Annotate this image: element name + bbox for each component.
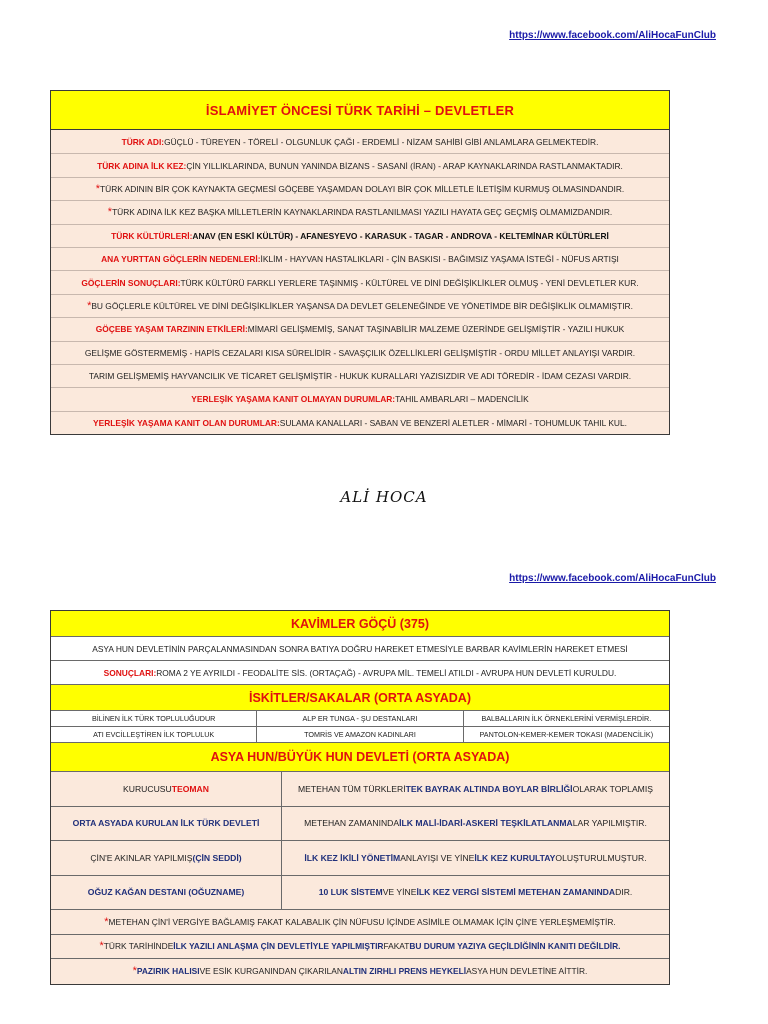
row-label: TÜRK KÜLTÜRLERİ:	[111, 230, 193, 241]
plain-text: FAKAT	[383, 941, 410, 952]
table-row	[51, 200, 669, 223]
hun-row	[51, 876, 669, 911]
facebook-link-mid[interactable]: https://www.facebook.com/AliHocaFunClub	[509, 573, 716, 584]
row-text: TARIM GELİŞMEMİŞ HAYVANCILIK VE TİCARET GELİŞMİŞTİR - HUKUK KURALLARI YAZISIZDIR VE ADI TÖREDİR - İDAM CEZASI VARDIR.	[88, 371, 632, 382]
section-title-asya-hun: ASYA HUN/BÜYÜK HUN DEVLETİ (ORTA ASYADA)	[51, 743, 669, 772]
highlight-text: İLK KEZ KURULTAY	[474, 852, 556, 863]
bullet-star: *	[132, 965, 137, 978]
highlight-text: 10 LUK SİSTEM	[318, 887, 383, 898]
section-title-iskitler: İSKİTLER/SAKALAR (ORTA ASYADA)	[51, 685, 669, 711]
highlight-text: İLK YAZILI ANLAŞMA ÇİN DEVLETİYLE YAPILMIŞTIR	[173, 941, 384, 952]
results-text: ROMA 2 YE AYRILDI - FEODALİTE SİS. (ORTAÇAĞ) - AVRUPA MİL. TEMELİ ATILDI - AVRUPA HUN DEVLETİ KURULDU.	[156, 667, 617, 678]
hun-cell-right	[282, 841, 669, 875]
plain-text: METEHAN ÇİN'İ VERGİYE BAĞLAMIŞ FAKAT KALABALIK ÇİN NÜFUSU İÇİNDE ASİMİLE OLMAMAK İÇİN ÇİN'E YERLEŞMEMİŞTİR.	[108, 916, 616, 927]
row-text: TAHIL AMBARLARI – MADENCİLİK	[395, 394, 529, 405]
grid-cell: TOMRİS VE AMAZON KADINLARI	[257, 727, 463, 742]
table-row	[51, 177, 669, 200]
facebook-link-top[interactable]: https://www.facebook.com/AliHocaFunClub	[509, 30, 716, 41]
table-row	[51, 270, 669, 293]
table-kavimler-gocu	[50, 610, 670, 985]
highlight-text: İLK KEZ VERGİ SİSTEMİ METEHAN ZAMANINDA	[416, 887, 616, 898]
table-row	[51, 224, 669, 247]
row-text: MİMARİ GELİŞMEMİŞ, SANAT TAŞINABİLİR MALZEME ÜZERİNDE GELİŞMİŞTİR - YAZILI HUKUK	[247, 324, 625, 335]
grid-row	[51, 727, 669, 743]
table-islamiyet-oncesi	[50, 90, 670, 435]
row-text: BU GÖÇLERLE KÜLTÜREL VE DİNİ DEĞİŞİKLİKLER YAŞANSA DA DEVLET GELENEĞİNDE VE YÖNETİMDE BİR DEĞİŞİKLİK OLMAMIŞTIR.	[91, 300, 633, 311]
grid-cell: BİLİNEN İLK TÜRK TOPLULUĞUDUR	[51, 711, 257, 726]
table-row	[51, 247, 669, 270]
row-label: ANA YURTTAN GÖÇLERİN NEDENLERİ:	[101, 254, 261, 265]
hun-cell-right	[282, 807, 669, 841]
row-label: YERLEŞİK YAŞAMA KANIT OLMAYAN DURUMLAR:	[191, 394, 396, 405]
row-label: TÜRK ADINA İLK KEZ:	[97, 160, 187, 171]
row-text: TÜRK KÜLTÜRÜ FARKLI YERLERE TAŞINMIŞ - KÜLTÜREL VE DİNİ DEĞİŞİKLİKLER OLMUŞ - YENİ DEVLETLER KUR.	[180, 277, 639, 288]
table-row	[51, 341, 669, 364]
hun-row	[51, 841, 669, 876]
plain-text: METEHAN ZAMANINDA	[304, 818, 400, 829]
row-text: TÜRK ADINA İLK KEZ BAŞKA MİLLETLERİN KAYNAKLARINDA RASTLANILMASI YAZILI HAYATA GEÇ GEÇMİŞ OLMAMIZDANDIR.	[112, 207, 613, 218]
hun-cell-left	[51, 772, 282, 806]
plain-text: DIR.	[615, 887, 633, 898]
row-bold-text: ANAV (EN ESKİ KÜLTÜR) - AFANESYEVO - KARASUK - TAGAR - ANDROVA - KELTEMİNAR KÜLTÜRLERİ	[192, 230, 609, 241]
hun-row	[51, 807, 669, 842]
table-row	[51, 364, 669, 387]
table-row	[51, 387, 669, 410]
table-title: İSLAMİYET ÖNCESİ TÜRK TARİHİ – DEVLETLER	[51, 91, 669, 130]
bullet-star: *	[95, 182, 101, 195]
row-text: ÇİN YILLIKLARINDA, BUNUN YANINDA BİZANS - SASANİ (İRAN) - ARAP KAYNAKLARINDA RASTLANMAKTADIR.	[186, 160, 623, 171]
hun-cell-left	[51, 876, 282, 910]
row-text: İKLİM - HAYVAN HASTALIKLARI - ÇİN BASKISI - BAĞIMSIZ YAŞAMA İSTEĞİ - NÜFUS ARTIŞI	[260, 254, 619, 265]
note-row	[51, 959, 669, 984]
highlight-text: PAZIRIK HALISI	[136, 966, 200, 977]
plain-text: ASYA HUN DEVLETİNE AİTTİR.	[466, 966, 588, 977]
plain-text: METEHAN TÜM TÜRKLERİ	[298, 783, 406, 794]
table-row	[51, 130, 669, 153]
left-highlight: ORTA ASYADA KURULAN İLK TÜRK DEVLETİ	[72, 818, 260, 829]
hun-cell-right	[282, 772, 669, 806]
highlight-text: ALTIN ZIRHLI PRENS HEYKELİ	[342, 966, 467, 977]
signature-ali-hoca: ALİ HOCA	[340, 488, 428, 506]
plain-text: VE ESİK KURGANINDAN ÇIKARILAN	[199, 966, 343, 977]
grid-cell: ATI EVCİLLEŞTİREN İLK TOPLULUK	[51, 727, 257, 742]
hun-cell-left	[51, 841, 282, 875]
grid-row	[51, 711, 669, 727]
highlight-text: TEK BAYRAK ALTINDA BOYLAR BİRLİĞİ	[405, 783, 573, 794]
row-label: TÜRK ADI:	[121, 136, 165, 147]
plain-text: VE YİNE	[382, 887, 417, 898]
bullet-star: *	[99, 940, 104, 953]
bullet-star: *	[87, 299, 92, 312]
plain-text: ANLAYIŞI VE YİNE	[400, 852, 475, 863]
bullet-star: *	[104, 915, 109, 928]
grid-cell: BALBALLARIN İLK ÖRNEKLERİNİ VERMİŞLERDİR.	[464, 711, 669, 726]
grid-cell: PANTOLON-KEMER-KEMER TOKASI (MADENCİLİK)	[464, 727, 669, 742]
kavimler-gocu-description: ASYA HUN DEVLETİNİN PARÇALANMASINDAN SONRA BATIYA DOĞRU HAREKET ETMESİYLE BARBAR KAVİMLERİN HAREKET ETMESİ	[51, 637, 669, 661]
note-row	[51, 935, 669, 960]
highlight-text: BU DURUM YAZIYA GEÇİLDİĞİNİN KANITI DEĞİLDİR.	[409, 941, 621, 952]
table-row	[51, 411, 669, 434]
row-label: GÖÇLERİN SONUÇLARI:	[81, 277, 181, 288]
plain-text: OLUŞTURULMUŞTUR.	[555, 852, 647, 863]
left-text: KURUCUSU	[123, 783, 172, 794]
row-text: GELİŞME GÖSTERMEMİŞ - HAPİS CEZALARI KISA SÜRELİDİR - SAVAŞÇILIK ÖZELLİKLERİ GELİŞMİŞTİR - ORDU MİLLET ANLAYIŞI VARDIR.	[84, 347, 636, 358]
left-highlight: OĞUZ KAĞAN DESTANI (OĞUZNAME)	[87, 887, 245, 898]
plain-text: OLARAK TOPLAMIŞ	[572, 783, 653, 794]
hun-cell-right	[282, 876, 669, 910]
highlight-text: İLK KEZ İKİLİ YÖNETİM	[304, 852, 401, 863]
table-row	[51, 153, 669, 176]
left-highlight: (ÇİN SEDDİ)	[192, 852, 242, 863]
note-row	[51, 910, 669, 935]
row-text: GÜÇLÜ - TÜREYEN - TÖRELİ - OLGUNLUK ÇAĞI - ERDEMLİ - NİZAM SAHİBİ GİBİ ANLAMLARA GELMEKTEDİR.	[164, 136, 599, 147]
plain-text: LAR YAPILMIŞTIR.	[572, 818, 647, 829]
table-row	[51, 294, 669, 317]
row-label: GÖÇEBE YAŞAM TARZININ ETKİLERİ:	[95, 324, 248, 335]
kavimler-gocu-results	[51, 661, 669, 685]
results-label: SONUÇLARI:	[103, 667, 157, 678]
row-text: TÜRK ADININ BİR ÇOK KAYNAKTA GEÇMESİ GÖÇEBE YAŞAMDAN DOLAYI BİR ÇOK MİLLETLE İLETİŞİM KURMUŞ OLMASINDANDIR.	[100, 183, 625, 194]
left-text: ÇİN'E AKINLAR YAPILMIŞ	[90, 852, 193, 863]
grid-cell: ALP ER TUNGA - ŞU DESTANLARI	[257, 711, 463, 726]
table-row	[51, 317, 669, 340]
row-text: SULAMA KANALLARI - SABAN VE BENZERİ ALETLER - MİMARİ - TOHUMLUK TAHIL KUL.	[279, 417, 627, 428]
highlight-text: İLK MALİ-İDARİ-ASKERİ TEŞKİLATLANMA	[399, 818, 573, 829]
hun-row	[51, 772, 669, 807]
row-label: YERLEŞİK YAŞAMA KANIT OLAN DURUMLAR:	[93, 417, 280, 428]
bullet-star: *	[107, 206, 113, 219]
hun-cell-left	[51, 807, 282, 841]
section-title-kavimler-gocu: KAVİMLER GÖÇÜ (375)	[51, 611, 669, 637]
left-highlight: TEOMAN	[171, 783, 209, 794]
plain-text: TÜRK TARİHİNDE	[103, 941, 174, 952]
